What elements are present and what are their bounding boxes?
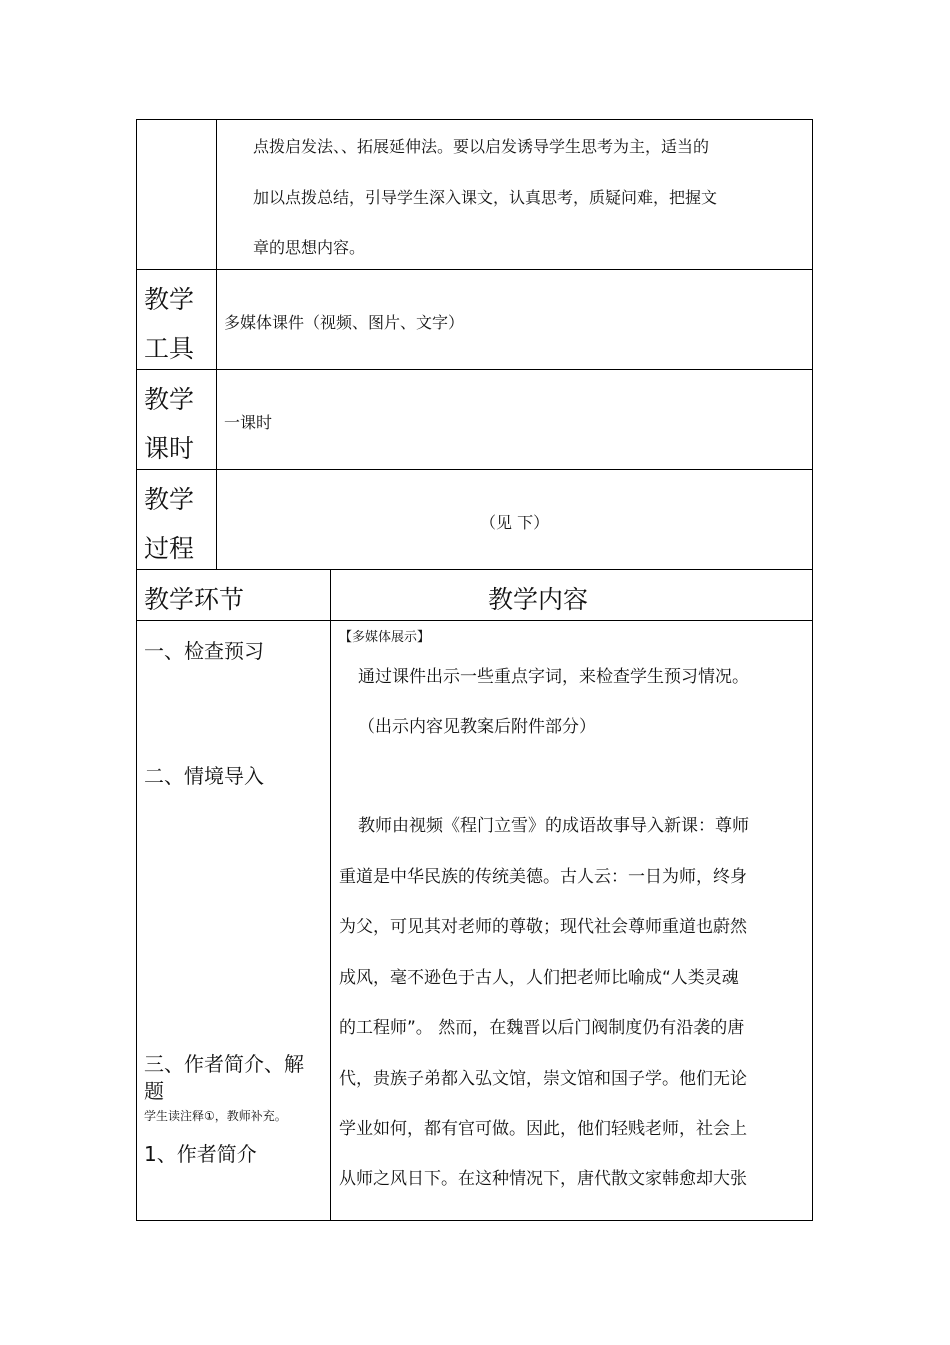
table-border-right (812, 119, 813, 1221)
table-border-bottom (136, 1220, 813, 1221)
header-content: 教学内容 (488, 585, 589, 614)
hours-label-2: 课时 (144, 434, 195, 463)
row-divider (136, 269, 813, 270)
content-line-2: （出示内容见教案后附件部分） (358, 717, 596, 737)
step-author-sub: 1、作者简介 (144, 1142, 257, 1166)
intro-paragraph-line: 成风，毫不逊色于古人，人们把老师比喻成“人类灵魂 (339, 968, 739, 988)
intro-paragraph-line: 代，贵族子弟都入弘文馆，崇文馆和国子学。他们无论 (339, 1069, 747, 1089)
row-divider (136, 620, 813, 621)
step-author-intro-cont: 题 (144, 1079, 164, 1103)
intro-paragraph-line: 教师由视频《程门立雪》的成语故事导入新课：尊师 (358, 816, 749, 836)
method-line-1: 点拨启发法、、拓展延伸法。要以启发诱导学生思考为主，适当的 (253, 137, 710, 156)
row-divider (136, 569, 813, 570)
intro-paragraph-line: 的工程师”。 然而，在魏晋以后门阀制度仍有沿袭的唐 (339, 1018, 745, 1038)
hours-value: 一课时 (224, 413, 273, 432)
intro-paragraph-line: 学业如何，都有官可做。因此，他们轻贱老师，社会上 (339, 1119, 747, 1139)
intro-paragraph-line: 从师之风日下。在这种情况下，唐代散文家韩愈却大张 (339, 1169, 747, 1189)
multimedia-tag: 【多媒体展示】 (339, 630, 431, 645)
method-line-3: 章的思想内容。 (253, 238, 366, 257)
intro-paragraph-line: 重道是中华民族的传统美德。古人云：一日为师，终身 (339, 867, 747, 887)
step-author-note: 学生读注释①，教师补充。 (144, 1109, 287, 1123)
row-divider (136, 469, 813, 470)
label-column-divider (216, 119, 217, 570)
tools-label-2: 工具 (144, 334, 195, 363)
process-label-1: 教学 (144, 485, 195, 514)
hours-label-1: 教学 (144, 385, 195, 414)
tools-value: 多媒体课件（视频、图片、文字） (224, 313, 465, 332)
process-value: （见 下） (480, 513, 550, 532)
header-stage: 教学环节 (144, 585, 245, 614)
content-line-1: 通过课件出示一些重点字词，来检查学生预习情况。 (358, 667, 749, 687)
step-check-preview: 一、检查预习 (144, 639, 264, 663)
row-divider (136, 369, 813, 370)
tools-label-1: 教学 (144, 285, 195, 314)
section-column-divider (330, 569, 331, 1221)
method-line-2: 加以点拨总结，引导学生深入课文，认真思考，质疑问难，把握文 (253, 188, 718, 207)
step-scene-intro: 二、情境导入 (144, 764, 264, 788)
process-label-2: 过程 (144, 534, 195, 563)
table-border-top (136, 119, 813, 120)
step-author-intro: 三、作者简介、解 (144, 1052, 304, 1076)
table-border-left (136, 119, 137, 1221)
intro-paragraph-line: 为父，可见其对老师的尊敬；现代社会尊师重道也蔚然 (339, 917, 747, 937)
